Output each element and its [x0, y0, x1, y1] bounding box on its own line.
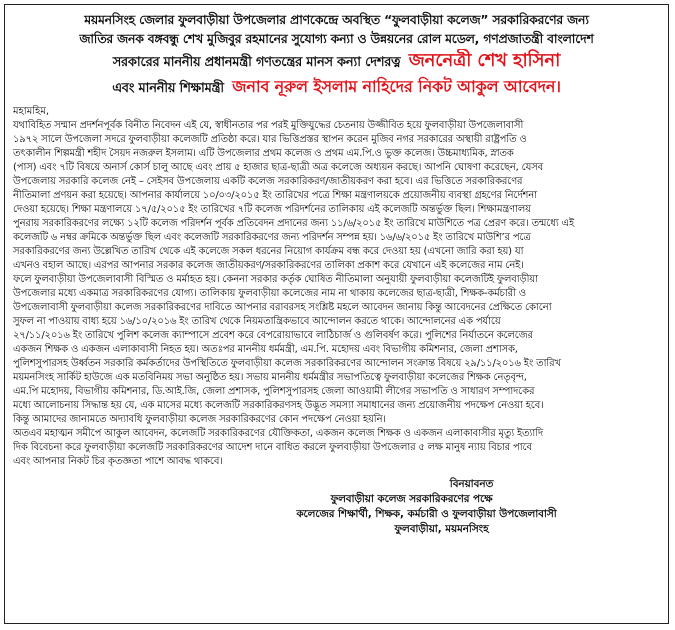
body-line: উপজেলার মধ্যে একমাত্র সরকারিকরণের যোগ্য। তালিকায় ফুলবাড়ীয়া কলেজের নাম না থাকায় কলেজের ছাত্র-ছাত্রী, শিক্ষক-কর্মচারী ও	[13, 288, 526, 299]
body-line: পুনরায় সরকারিকরণের লক্ষ্যে ১২টি কলেজ পরিদর্শন পূর্বক প্রতিবেদন প্রদানের জন্য ১১/৬/২০১৫ ইং তারিখে মাউশিতে পত্র প্রেরণ করে। তন্মধ্যে এই	[13, 218, 574, 229]
header-line-3	[13, 49, 660, 75]
signature-on-behalf: ফুলবাড়ীয়া কলেজ সরকারিকরণের পক্ষে	[330, 493, 493, 505]
body-line: যথাবিহিত সম্মান প্রদর্শনপূর্বক বিনীত নিবেদন এই যে, স্বাধীনতার পর পরই মুক্তিযুদ্ধের চেতনায় উজ্জীবিত হয়ে ফুলবাড়ীয়া উপজেলাবাসী	[13, 120, 524, 131]
body-line: তৎকালীন শিল্পমন্ত্রী শহীদ সৈয়দ নজরুল ইসলাম। এটি উপজেলার প্রথম কলেজ ও প্রথম এম.পি.ও ভুক্ত কলেজ। উচ্চমাধ্যমিক, স্নাতক	[13, 148, 514, 159]
header-line-1: ময়মনসিংহ জেলার ফুলবাড়ীয়া উপজেলার প্রাণকেন্দ্রে অবস্থিত “ফুলবাড়ীয়া কলেজ” সরকারিকরণের জন্য	[84, 13, 589, 27]
signature-closing: বিনয়াবনত	[449, 478, 494, 490]
body-line: এখনও বহাল আছে। এরপর আপনার সরকার কলেজ জাতীয়করণ/সরকারিকরণের তালিকা প্রকাশ করে যেখানে এই কলেজের নাম নেই।	[13, 260, 524, 271]
header-line-2: জাতির জনক বঙ্গবন্ধু শেখ মুজিবুর রহমানের সুযোগ্য কন্যা ও উন্নয়নের রোল মডেল, গণপ্রজাতন্ত্রী বাংলাদেশ	[79, 32, 594, 46]
body-line: এম.পি মহোদয়, বিভাগীয় কমিশনার, ডি.আই.জি, জেলা প্রশাসক, পুলিশসুপারসহ জেলা আওয়ামী লীগের সভাপতি ও সাধারণ সম্পাদকের	[13, 386, 535, 397]
body-line: মধ্যে আলোচনায় সিদ্ধান্ত হয় যে, এক মাসের মধ্যে কলেজটি সরকারিকরণসহ উদ্ভূত সমস্যা সমাধানের জন্য প্রয়োজনীয় পদক্ষেপ নেওয়া হবে।	[13, 400, 544, 411]
body-line: একজন শিক্ষক ও একজন এলাকাবাসী নিহত হয়। অতঃপর মাননীয় ধর্মমন্ত্রী, এম.পি. মহোদয় এবং বিভাগীয় কমিশনার, জেলা প্রশাসক,	[13, 344, 518, 355]
body-line: এবং আপনার নিকট চির কৃতজ্ঞতা পাশে আবদ্ধ থাকবে।	[13, 456, 223, 467]
body-line: সুফল না পাওয়ায় বাধ্য হয়ে ১৬/১০/২০১৬ ইং তারিখ থেকে নিয়মতান্ত্রিকভাবে আন্দোলন করতে থাকে। আন্দোলনের এক পর্যায়ে	[13, 316, 501, 327]
body-line: উপজেলাবাসী ফুলবাড়ীয়া কলেজ সরকারিকরণের দাবিতে আপনার বরাবরসহ সংশ্লিষ্ট মহলে আবেদন জানায় কিন্তু আবেদনের প্রেক্ষিতে কোনো	[13, 302, 552, 313]
body-line: ময়মনসিংহ সার্কিট হাউজে এক মতবিনিময় সভা অনুষ্ঠিত হয়। সভায় মাননীয় ধর্মমন্ত্রীর সভাপতিত্বে ফুলবাড়ীয়া কলেজের শিক্ষক নেতৃবৃন্দ,	[13, 372, 527, 383]
signature-block	[13, 477, 660, 537]
body-line: (পাস) এবং ৭টি বিষয়ে অনার্স কোর্স চালু আছে এবং প্রায় ৫ হাজার ছাত্র-ছাত্রী অত্র কলেজে অধ্যয়ন করছে। আপনি ঘোষণা করেছেন, যেসব	[13, 162, 544, 173]
body-line: দিক বিবেচনা করে ফুলবাড়ীয়া কলেজটি সরকারিকরণের আদেশ দানে বাধিত করলে ফুলবাড়ীয়া উপজেলার ৫ লক্ষ মানুষ ন্যায় বিচার পাবে	[13, 442, 532, 453]
body-line: কিন্তু আমাদের জানামতে অদ্যাবধি ফুলবাড়ীয়া কলেজ সরকারিকরণের কোন পদক্ষেপ নেওয়া হয়নি।	[13, 414, 386, 425]
body-line: অতএব মহাত্মন সমীপে আকুল আবেদন, কলেজটি সরকারিকরণের যৌক্তিকতা, একজন কলেজ শিক্ষক ও একজন এলাকাবাসীর মৃত্যু ইত্যাদি	[13, 428, 544, 439]
header-line-4-prefix: এবং মাননীয় শিক্ষামন্ত্রী	[112, 81, 224, 96]
body-line: দেওয়া হয়েছে। শিক্ষা মন্ত্রণালয়ে ১৭/৫/২০১৫ ইং তারিখের ৭টি কলেজ পরিদর্শনের তালিকায় এই কলেজটি অন্তর্ভুক্ত ছিল। শিক্ষামন্ত্রণালয়	[13, 204, 531, 215]
header-line-4	[13, 75, 660, 101]
signature-location: ফুলবাড়ীয়া, ময়মনসিংহ	[394, 523, 489, 535]
body-line: ২৭/১১/২০১৬ ইং তারিখে পুলিশ কলেজ ক্যাম্পাসে প্রবেশ করে বেপরোয়াভাবে লাঠিচার্জ ও গুলিবর্ষণ করে। পুলিশের নির্যাতনে কলেজের	[13, 330, 533, 341]
body-line: ফলে ফুলবাড়ীয়া উপজেলাবাসী বিস্মিত ও মর্মাহত হয়। কেননা সরকার কর্তৃক ঘোষিত নীতিমালা অনুযায়ী ফুলবাড়ীয়া কলেজটিই ফুলবাড়ীয়া	[13, 274, 538, 285]
salutation: মহামহিম,	[13, 106, 50, 117]
body-line: সরকারিকরণের জন্য উল্লেখিত তারিখ থেকে এই কলেজে সকল ধরনের নিয়োগ কার্যক্রম বন্ধ করে দেওয়া হয় (এখনো জারি করা হয়) যা	[13, 246, 524, 257]
body-line: পুলিশসুপারসহ উর্ধ্বতন সরকারি কর্মকর্তাদের উপস্থিতিতে ফুলবাড়ীয়া কলেজ সরকারিকরণের আন্দোলন সংক্রান্ত বিষয়ে ২৯/১১/২০১৬ ইং তারিখ	[13, 358, 561, 369]
header-line-3-highlight: জননেত্রী শেখ হাসিনা	[408, 50, 561, 71]
body-text	[13, 119, 660, 469]
body-line: ১৯৭২ সালে উপজেলা সদরে ফুলবাড়ীয়া কলেজটি প্রতিষ্ঠা করে। যার ভিত্তিপ্রস্তর স্থাপন করেন মুজিব নগর সরকারের অস্থায়ী রাষ্ট্রপতি ও	[13, 134, 527, 145]
body-line: কলেজটি ৬ নম্বর ক্রমিকে অন্তর্ভুক্ত ছিল এবং কলেজটি সরকারিকরণের জন্য পরিদর্শন সম্পন্ন হয়। ১৬/৬/২০১৫ ইং তারিখে মাউশি’র পত্রে	[13, 232, 531, 243]
header-line-3-prefix: সরকারের মাননীয় প্রধানমন্ত্রী গণতন্ত্রের মানস কন্যা দেশরত্ন	[112, 55, 401, 70]
signature-signatories: কলেজের শিক্ষার্থী, শিক্ষক, কর্মচারী ও ফুলবাড়ীয়া উপজেলাবাসী	[296, 508, 557, 520]
body-line: উপজেলায় সরকারি কলেজ নেই – সেইসব উপজেলায় একটি কলেজ সরকারিকরণ/জাতীয়করণ করা হবে। এর ভিত্তিতে সরকারিকরণের	[13, 176, 523, 187]
advertisement-frame	[4, 4, 669, 624]
body-line: নীতিমালা প্রণয়ন করা হয়েছে। আপনার কার্যালয়ে ১০/০৩/২০১৫ ইং তারিখের পত্রে শিক্ষা মন্ত্রণালয়কে প্রয়োজনীয় ব্যবস্থা গ্রহণের নির্দেশনা	[13, 190, 537, 201]
header-line-4-highlight: জনাব নূরুল ইসলাম নাহিদের নিকট আকুল আবেদন।	[232, 77, 561, 96]
